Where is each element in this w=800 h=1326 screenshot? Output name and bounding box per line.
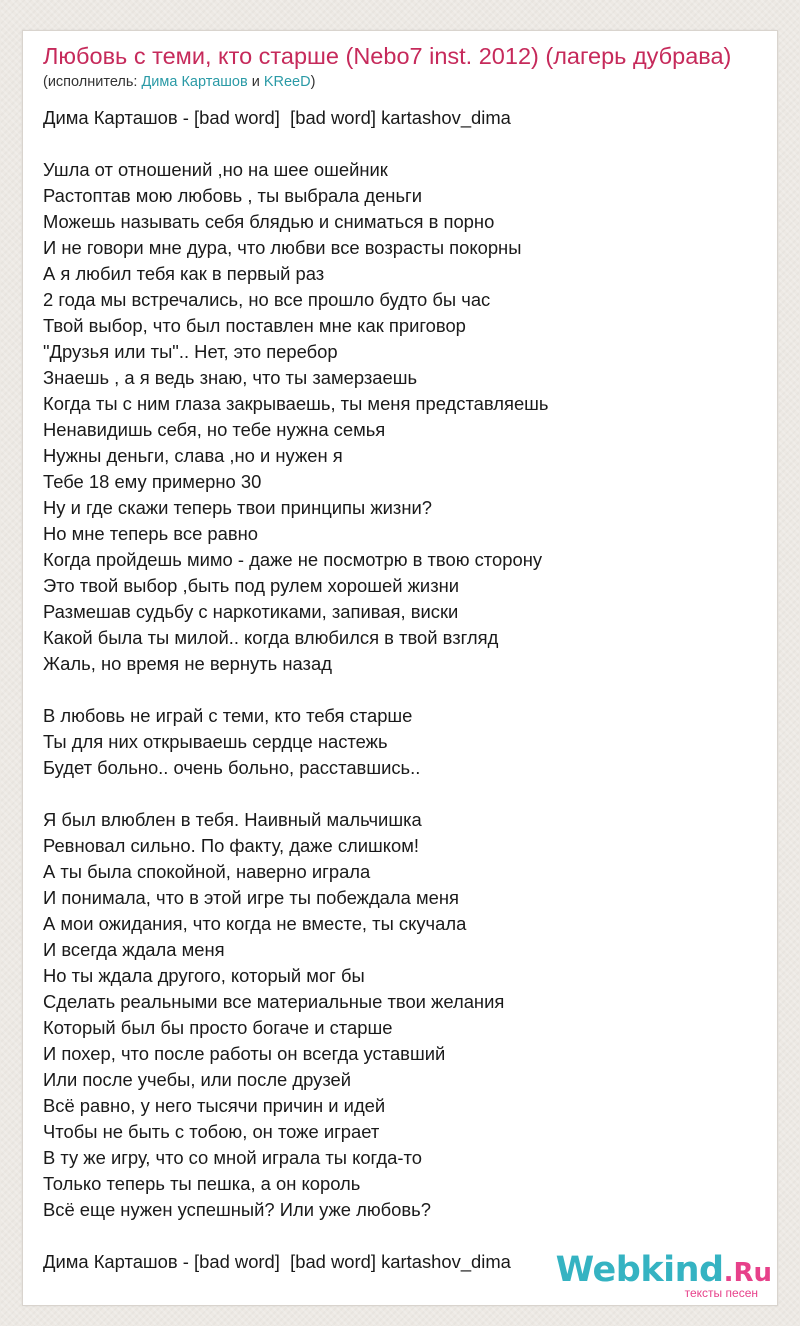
logo-tld: .Ru <box>723 1258 772 1288</box>
lyric-blank-line <box>43 677 757 703</box>
lyric-line: Который был бы просто богаче и старше <box>43 1017 393 1038</box>
artist-prefix: (исполнитель: <box>43 74 142 90</box>
lyric-line: Можешь называть себя блядью и сниматься в порно <box>43 211 495 232</box>
lyric-line: И не говори мне дура, что любви все возрасты покорны <box>43 237 522 258</box>
lyrics-card <box>22 30 778 1306</box>
lyric-line: "Друзья или ты".. Нет, это перебор <box>43 341 338 362</box>
artist-link-dima-kartashov[interactable]: Дима Карташов <box>141 74 248 90</box>
lyric-line: Или после учебы, или после друзей <box>43 1069 352 1090</box>
lyric-line: Ну и где скажи теперь твои принципы жизни? <box>43 497 432 518</box>
lyric-line: Сделать реальными все материальные твои желания <box>43 991 505 1012</box>
lyric-line: В ту же игру, что со мной играла ты когда-то <box>43 1147 422 1168</box>
lyric-line: Знаешь , а я ведь знаю, что ты замерзаешь <box>43 367 418 388</box>
lyric-line: Чтобы не быть с тобою, он тоже играет <box>43 1121 380 1142</box>
lyric-line: А я любил тебя как в первый раз <box>43 263 325 284</box>
artist-link-kreed[interactable]: KReeD <box>263 74 311 90</box>
lyric-line: Дима Карташов - [bad word] [bad word] kartashov_dima <box>43 1251 511 1272</box>
lyric-line: Когда пройдешь мимо - даже не посмотрю в твою сторону <box>43 549 543 570</box>
lyric-line: Ты для них открываешь сердце настежь <box>43 731 388 752</box>
lyric-line: Только теперь ты пешка, а он король <box>43 1173 361 1194</box>
lyric-line: 2 года мы встречались, но все прошло будто бы час <box>43 289 491 310</box>
lyric-line: А ты была спокойной, наверно играла <box>43 861 371 882</box>
lyric-line: Нужны деньги, слава ,но и нужен я <box>43 445 343 466</box>
lyric-line: А мои ожидания, что когда не вместе, ты скучала <box>43 913 467 934</box>
lyric-line: Твой выбор, что был поставлен мне как приговор <box>43 315 466 336</box>
lyric-line: И похер, что после работы он всегда уставший <box>43 1043 446 1064</box>
lyric-line: Но ты ждала другого, который мог бы <box>43 965 365 986</box>
lyric-line: Жаль, но время не вернуть назад <box>43 653 332 674</box>
lyric-line: Тебе 18 ему примерно 30 <box>43 471 262 492</box>
lyric-line: И всегда ждала меня <box>43 939 225 960</box>
lyric-line: Но мне теперь все равно <box>43 523 259 544</box>
lyric-line: Это твой выбор ,быть под рулем хорошей жизни <box>43 575 460 596</box>
lyric-line: Будет больно.. очень больно, расставшись.. <box>43 757 421 778</box>
lyric-line: В любовь не играй с теми, кто тебя старше <box>43 705 413 726</box>
song-title: Любовь с теми, кто старше (Nebo7 inst. 2012) (лагерь дубрава) <box>43 43 732 69</box>
lyric-line: Когда ты с ним глаза закрываешь, ты меня представляешь <box>43 393 549 414</box>
lyrics-body <box>43 105 757 1275</box>
lyric-line: Всё еще нужен успешный? Или уже любовь? <box>43 1199 431 1220</box>
lyric-line: Дима Карташов - [bad word] [bad word] kartashov_dima <box>43 107 511 128</box>
lyric-line: И понимала, что в этой игре ты побеждала меня <box>43 887 459 908</box>
lyric-line: Ненавидишь себя, но тебе нужна семья <box>43 419 386 440</box>
lyric-line: Всё равно, у него тысячи причин и идей <box>43 1095 386 1116</box>
webkind-logo <box>556 1252 772 1299</box>
lyric-line: Размешав судьбу с наркотиками, запивая, виски <box>43 601 459 622</box>
artist-join: и <box>247 74 264 90</box>
artist-line <box>43 73 315 91</box>
lyric-line: Растоптав мою любовь , ты выбрала деньги <box>43 185 423 206</box>
artist-suffix: ) <box>310 74 316 90</box>
logo-tagline: тексты песен <box>684 1286 758 1300</box>
lyric-line: Ревновал сильно. По факту, даже слишком! <box>43 835 420 856</box>
lyric-blank-line <box>43 1223 757 1249</box>
lyric-blank-line <box>43 781 757 807</box>
lyric-line: Какой была ты милой.. когда влюбился в твой взгляд <box>43 627 499 648</box>
lyric-line: Ушла от отношений ,но на шее ошейник <box>43 159 388 180</box>
lyric-blank-line <box>43 131 757 157</box>
logo-main: Webkind <box>555 1250 724 1290</box>
lyric-line: Я был влюблен в тебя. Наивный мальчишка <box>43 809 422 830</box>
